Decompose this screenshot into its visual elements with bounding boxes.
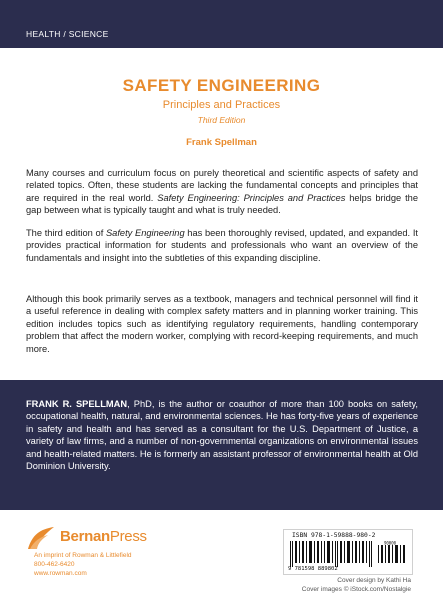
barcode-digits: 9 781598 889802	[288, 566, 338, 572]
isbn-number: ISBN 978-1-59888-980-2	[292, 532, 376, 539]
description-text: has been thoroughly revised, updated, and expanded. It provides practical information for students and professionals who want an overview of the fundamentals and insight into the subtleties of this expanding discipline.	[26, 228, 418, 263]
publisher-phone: 800-462-6420	[34, 561, 75, 568]
description-text: helps bridge the gap between what is typically taught and what is truly needed.	[26, 192, 418, 216]
book-title: SAFETY ENGINEERING	[122, 76, 321, 95]
bio-author-name: FRANK R. SPELLMAN	[26, 399, 128, 409]
publisher-imprint: An imprint of Rowman & Littlefield	[34, 552, 132, 559]
bio-text: , PhD, is the author or coauthor of more than 100 books on safety, occupational health, natural, and environmental sciences. He has forty-five years of experience in safety and health and has served as a consultant for the U.S. Department of Justice, a variety of law firms, and a number of non-governmental organizations on environmental issues and health-related matters. He is formerly an assistant professor of environmental health at Old Dominion University.	[26, 399, 418, 472]
description-paragraph-3: Although this book primarily serves as a textbook, managers and technical personnel will find it a useful reference in dealing with complex safety matters and in planning worker training. This edition includes topics such as identifying regulatory requirements, handling contemporary problem that affect the modern worker, complying with record-keeping requirements, and much more.	[26, 294, 418, 354]
book-title-italic: Safety Engineering: Principles and Practices	[157, 192, 346, 203]
barcode-bars	[290, 541, 406, 567]
description-text: Many courses and curriculum focus on purely theoretical and scientific aspects of safety and related topics. Often, these students are lacking the fundamental concepts and principles that are required in the real world.	[26, 168, 418, 203]
book-subtitle: Principles and Practices	[162, 99, 281, 111]
category-label: HEALTH / SCIENCE	[26, 29, 109, 39]
publisher-brand	[60, 528, 147, 545]
bernan-logo-icon	[26, 525, 56, 551]
book-author: Frank Spellman	[186, 137, 257, 148]
book-edition: Third Edition	[197, 115, 246, 125]
cover-design-credit: Cover design by Kathi Ha	[337, 577, 411, 584]
isbn-barcode	[283, 529, 413, 575]
description-paragraph-1	[26, 167, 418, 217]
author-bio	[26, 398, 418, 472]
publisher-website: www.rowman.com	[34, 570, 87, 577]
brand-bold: Bernan	[60, 528, 110, 545]
brand-light: Press	[109, 528, 147, 545]
book-title-italic: Safety Engineering	[105, 228, 185, 238]
top-banner	[0, 0, 443, 48]
price-code: 90000	[383, 541, 397, 546]
description-paragraph-2	[26, 227, 418, 264]
description-text: The third edition of	[26, 228, 106, 238]
cover-images-credit: Cover images © iStock.com/Nostalgie	[301, 586, 411, 593]
